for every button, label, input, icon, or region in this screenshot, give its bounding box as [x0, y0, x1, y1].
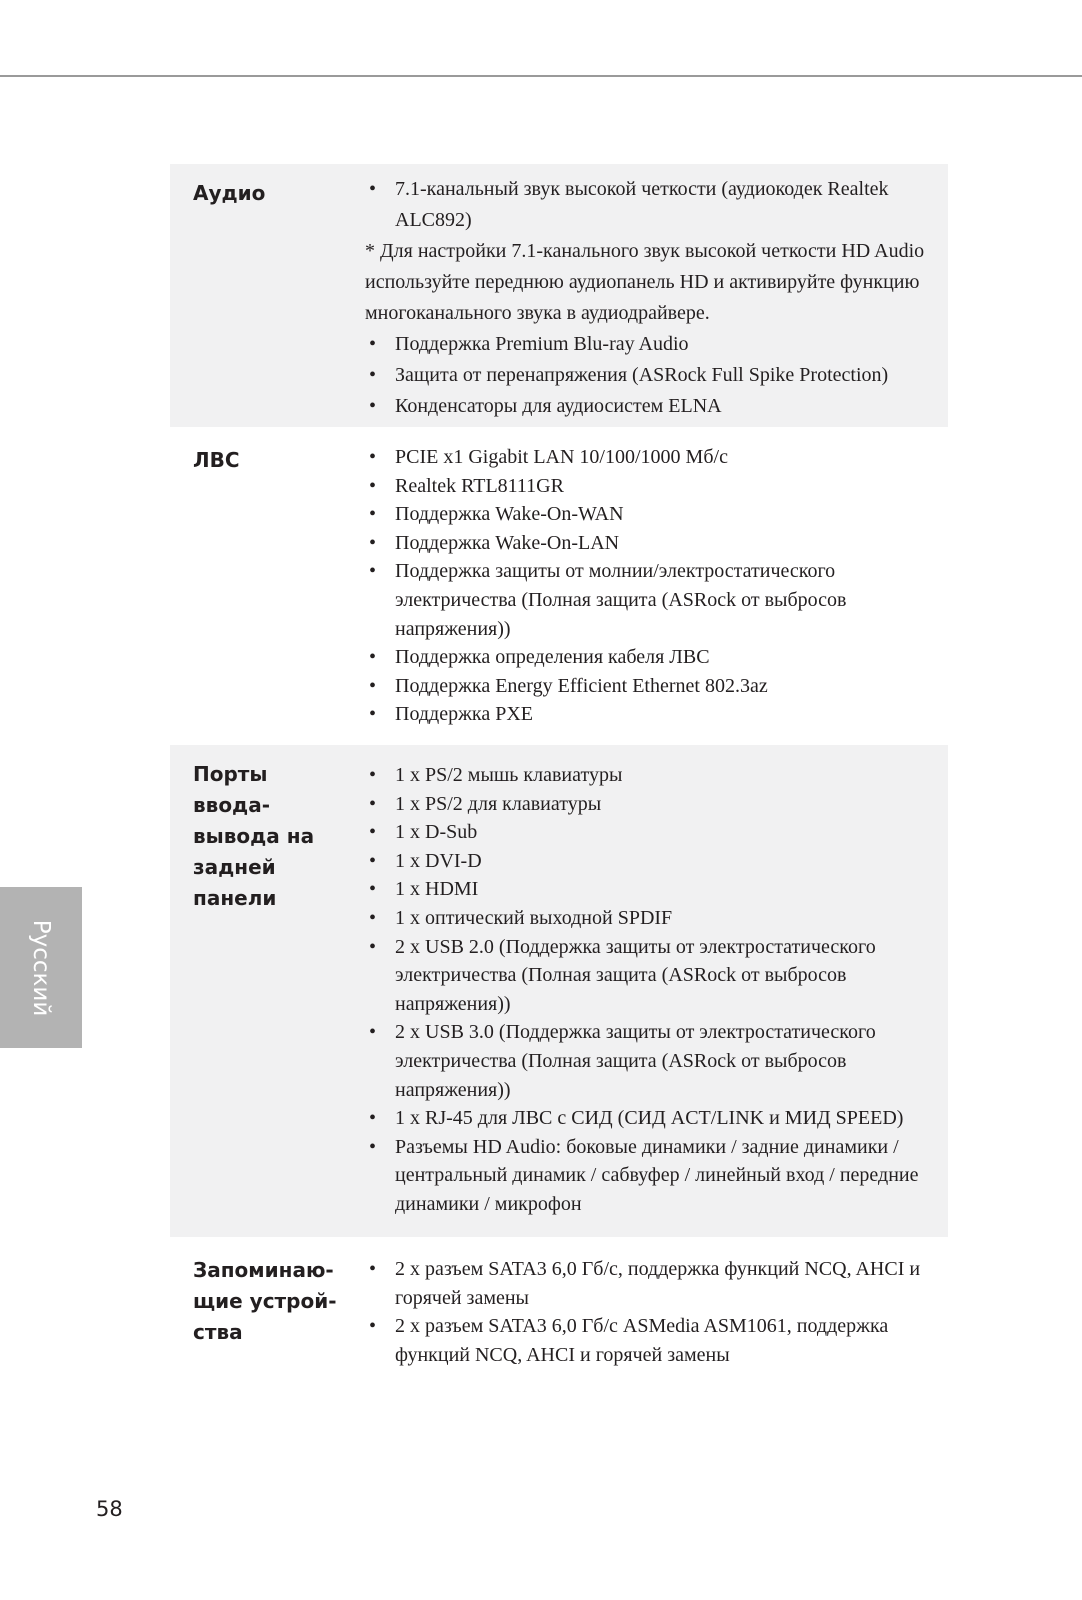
list-item: • PCIE x1 Gigabit LAN 10/100/1000 Мб/с — [365, 443, 948, 472]
list-item: • Защита от перенапряжения (ASRock Full Spike Protection) — [365, 360, 948, 391]
list-item: • Поддержка PXE — [365, 700, 948, 729]
list-item: • Конденсаторы для аудиосистем ELNA — [365, 391, 948, 422]
list-item: • 1 x RJ-45 для ЛВС с СИД (СИД ACT/LINK и МИД SPEED) — [365, 1104, 948, 1133]
spec-row-audio — [170, 164, 948, 427]
list-item: • 7.1-канальный звук высокой четкости (аудиокодек Realtek ALC892) — [365, 174, 948, 236]
list-item: • Поддержка определения кабеля ЛВС — [365, 643, 948, 672]
language-tab-label: Русский — [28, 919, 54, 1016]
list-item: • Разъемы HD Audio: боковые динамики / задние динамики / центральный динамик / сабвуфер / линейный вход / передние динамики / микрофон — [365, 1133, 948, 1219]
list-item: • Поддержка Wake-On-LAN — [365, 529, 948, 558]
list-item: • 2 x разъем SATA3 6,0 Гб/с ASMedia ASM1061, поддержка функций NCQ, AHCI и горячей замены — [365, 1312, 948, 1369]
spec-list — [365, 329, 948, 422]
list-item: • 2 x USB 3.0 (Поддержка защиты от электростатического электричества (Полная защита (ASRock от выбросов напряжения)) — [365, 1018, 948, 1104]
spec-row-storage — [170, 1237, 948, 1387]
spec-list — [365, 174, 948, 236]
spec-table — [170, 164, 948, 1387]
list-item: • Поддержка Premium Blu-ray Audio — [365, 329, 948, 360]
list-item: • 1 x D-Sub — [365, 818, 948, 847]
spec-list — [365, 443, 948, 729]
list-item: • Поддержка Energy Efficient Ethernet 802.3az — [365, 672, 948, 701]
spec-row-content — [365, 745, 948, 1237]
audio-note: * Для настройки 7.1-канального звук высокой четкости HD Audio используйте переднюю аудиопанель HD и активируйте функцию многоканального звука в аудиодрайвере. — [365, 240, 925, 324]
spec-row-label: ЛВС — [193, 448, 240, 472]
list-item: • 1 x оптический выходной SPDIF — [365, 904, 948, 933]
list-item: • 2 x разъем SATA3 6,0 Гб/с, поддержка функций NCQ, AHCI и горячей замены — [365, 1255, 948, 1312]
spec-row-content — [365, 427, 948, 745]
list-item: • 1 x DVI-D — [365, 847, 948, 876]
spec-row-label: Порты ввода-вывода на задней панели — [193, 762, 315, 910]
header-rule — [0, 75, 1082, 77]
list-item: • Поддержка Wake-On-WAN — [365, 500, 948, 529]
page-number: 58 — [96, 1497, 123, 1521]
list-item: • Поддержка защиты от молнии/электростатического электричества (Полная защита (ASRock от выбросов напряжения)) — [365, 557, 948, 643]
spec-row-content — [365, 1237, 948, 1387]
list-item: • 1 x PS/2 для клавиатуры — [365, 790, 948, 819]
spec-row-lan — [170, 427, 948, 745]
list-item: • Realtek RTL8111GR — [365, 472, 948, 501]
language-side-tab — [0, 887, 82, 1048]
spec-row-label: Аудио — [193, 181, 266, 205]
list-item: • 2 x USB 2.0 (Поддержка защиты от электростатического электричества (Полная защита (ASRock от выбросов напряжения)) — [365, 933, 948, 1019]
spec-row-label: Запоминаю-щие устрой-ства — [193, 1258, 337, 1344]
spec-list — [365, 1255, 948, 1369]
spec-list — [365, 761, 948, 1219]
list-item: • 1 x HDMI — [365, 875, 948, 904]
list-item: • 1 x PS/2 мышь клавиатуры — [365, 761, 948, 790]
spec-row-rear-io — [170, 745, 948, 1237]
spec-row-content — [365, 164, 948, 427]
